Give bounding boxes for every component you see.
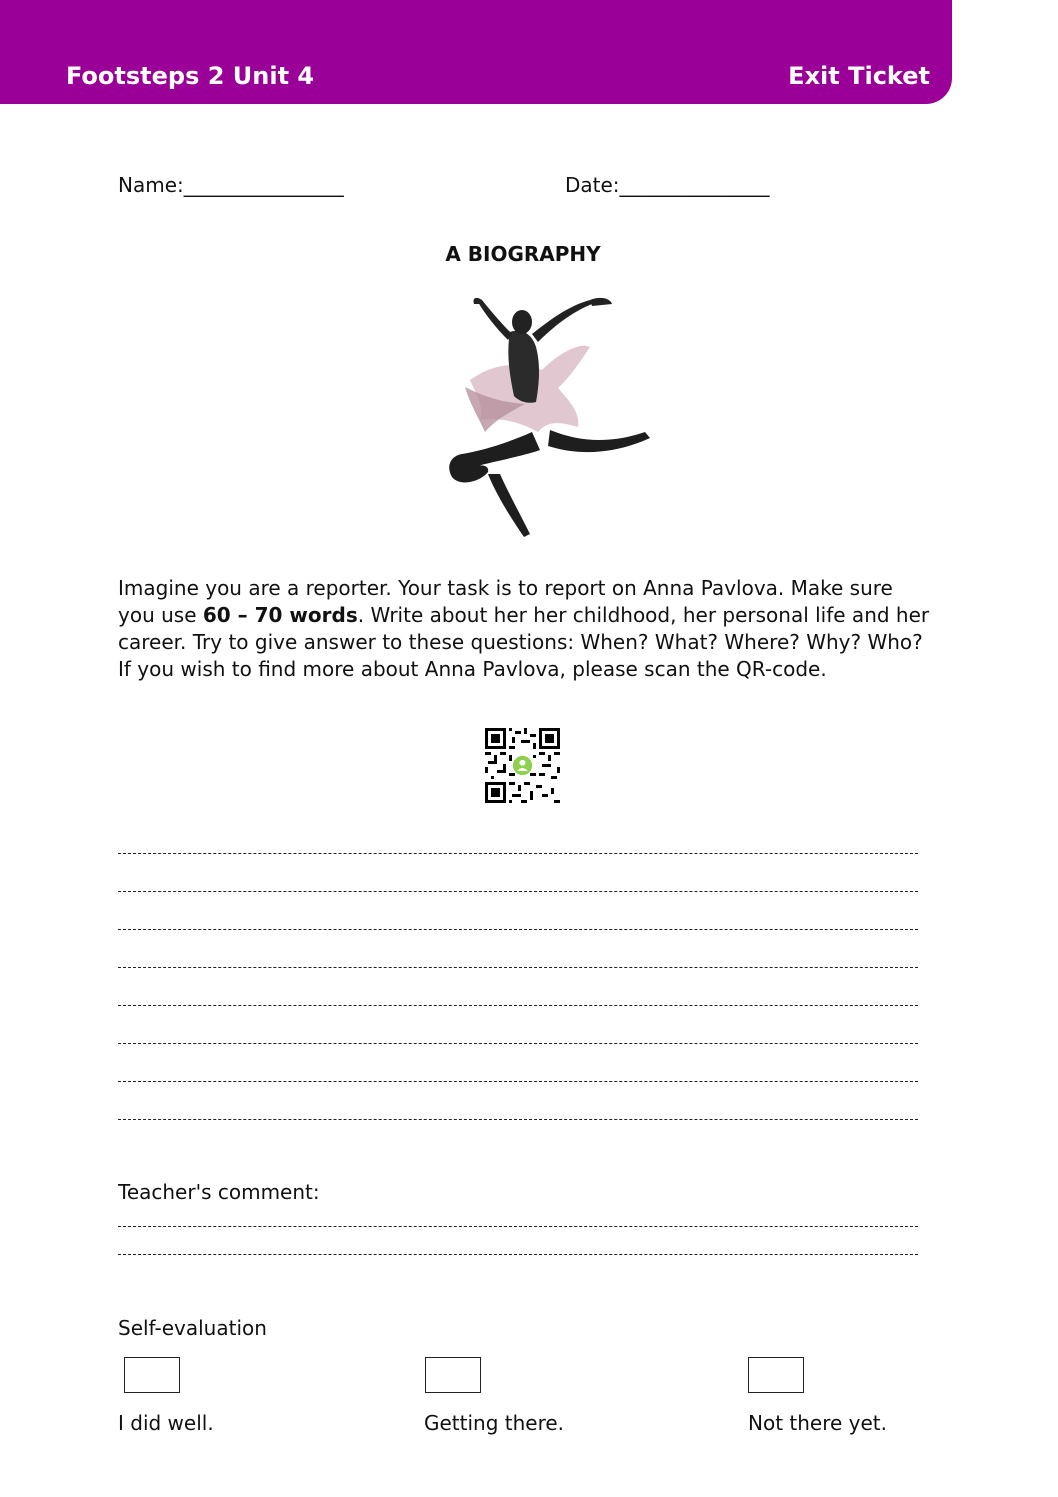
header-ticket-label: Exit Ticket — [788, 62, 930, 90]
did-well-label: I did well. — [118, 1411, 214, 1435]
writing-line[interactable] — [118, 1090, 918, 1128]
instructions-part-2: . Write about her her childhood, her personal life and her career. Try to give answer to these questions: When? What? Where? Why? Who? — [118, 603, 930, 654]
header-title: Footsteps 2 Unit 4 — [66, 62, 315, 90]
name-field-label[interactable]: Name:________________ — [118, 173, 344, 197]
page-title: A BIOGRAPHY — [445, 242, 601, 266]
qr-code-image[interactable] — [485, 728, 560, 803]
dancer-silhouette-image — [440, 292, 665, 547]
instructions-text — [118, 575, 930, 656]
writing-line[interactable] — [118, 1014, 918, 1052]
writing-line[interactable] — [118, 1052, 918, 1090]
page-header — [0, 0, 952, 104]
teacher-comment-label: Teacher's comment: — [118, 1180, 320, 1204]
teacher-comment-line[interactable] — [118, 1226, 918, 1227]
self-evaluation-label: Self-evaluation — [118, 1316, 267, 1340]
date-field-label[interactable]: Date:_______________ — [565, 173, 770, 197]
writing-lines[interactable] — [118, 824, 918, 1128]
instructions-part-1: Imagine you are a reporter. Your task is to report on Anna Pavlova. Make sure you use — [118, 576, 893, 627]
writing-line[interactable] — [118, 824, 918, 862]
qr-note: If you wish to find more about Anna Pavlova, please scan the QR-code. — [118, 657, 827, 681]
did-well-checkbox[interactable] — [124, 1357, 180, 1393]
teacher-comment-line[interactable] — [118, 1254, 918, 1255]
word-count-highlight: 60 – 70 words — [202, 603, 358, 627]
not-there-yet-checkbox[interactable] — [748, 1357, 804, 1393]
writing-line[interactable] — [118, 976, 918, 1014]
writing-line[interactable] — [118, 862, 918, 900]
writing-line[interactable] — [118, 900, 918, 938]
instructions-paragraph — [118, 575, 930, 683]
not-there-yet-label: Not there yet. — [748, 1411, 888, 1435]
writing-line[interactable] — [118, 938, 918, 976]
getting-there-checkbox[interactable] — [425, 1357, 481, 1393]
getting-there-label: Getting there. — [424, 1411, 565, 1435]
